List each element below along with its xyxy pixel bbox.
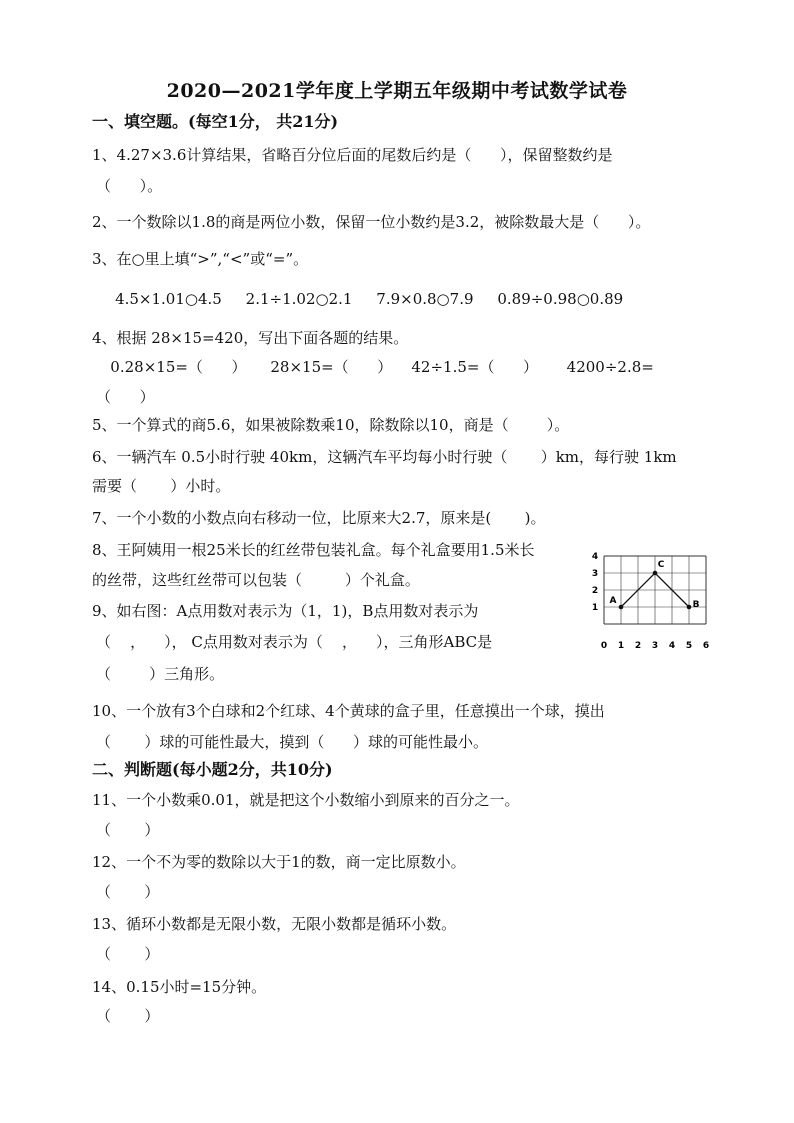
question-8-line-1: 8、王阿姨用一根25米长的红丝带包装礼盒。每个礼盒要用1.5米长 bbox=[92, 541, 535, 559]
question-13-blank: （ ） bbox=[96, 945, 160, 963]
question-14-blank: （ ） bbox=[96, 1007, 160, 1025]
point-marks bbox=[610, 560, 700, 610]
y-tick-label: 3 bbox=[591, 569, 599, 579]
point-c-dot bbox=[653, 571, 658, 576]
question-8-line-2: 的丝带，这些红丝带可以包装（ ）个礼盒。 bbox=[92, 571, 420, 589]
question-1-line-2: （ ）。 bbox=[96, 177, 163, 195]
x-tick-label: 1 bbox=[617, 641, 625, 651]
x-tick-label: 6 bbox=[702, 641, 710, 651]
question-6-line-1: 6、一辆汽车 0.5小时行驶 40km，这辆汽车平均每小时行驶（ ）km，每行驶 1km bbox=[92, 448, 677, 466]
question-12: 12、一个不为零的数除以大于1的数，商一定比原数小。 bbox=[92, 853, 466, 871]
grid-lines bbox=[604, 556, 706, 624]
section-judgement-heading: 二、判断题(每小题2分，共10分) bbox=[92, 760, 333, 779]
question-1-line-1: 1、4.27×3.6计算结果，省略百分位后面的尾数后约是（ ），保留整数约是 bbox=[92, 146, 613, 164]
section-fill-in-heading: 一、填空题。(每空1分， 共21分) bbox=[92, 112, 339, 131]
question-2: 2、一个数除以1.8的商是两位小数，保留一位小数约是3.2，被除数最大是（ ）。 bbox=[92, 213, 651, 231]
question-9-line-2: （ ， ）， C点用数对表示为（ ， ），三角形ABC是 bbox=[96, 633, 493, 651]
exam-title: 2020—2021学年度上学期五年级期中考试数学试卷 bbox=[166, 80, 628, 102]
question-4-items: 0.28×15=（ ） 28×15=（ ） 42÷1.5=（ ） 4200÷2.8= bbox=[96, 358, 654, 376]
y-tick-label: 1 bbox=[591, 603, 599, 613]
point-a-dot bbox=[619, 605, 624, 610]
question-10-line-1: 10、一个放有3个白球和2个红球、4个黄球的盒子里，任意摸出一个球，摸出 bbox=[92, 702, 605, 720]
x-tick-label: 0 bbox=[600, 641, 608, 651]
question-4-last-blank: （ ） bbox=[96, 388, 155, 406]
question-9-line-3: （ ）三角形。 bbox=[96, 665, 225, 683]
x-tick-label: 2 bbox=[634, 641, 642, 651]
question-14: 14、0.15小时=15分钟。 bbox=[92, 978, 267, 996]
question-3-items: 4.5×1.01○4.5 2.1÷1.02○2.1 7.9×0.8○7.9 0.89÷0.98○0.89 bbox=[96, 290, 624, 308]
coordinate-grid-figure bbox=[590, 552, 720, 654]
x-tick-label: 5 bbox=[685, 641, 693, 651]
x-tick-label: 3 bbox=[651, 641, 659, 651]
question-12-blank: （ ） bbox=[96, 883, 160, 901]
question-10-line-2: （ ）球的可能性最大，摸到（ ）球的可能性最小。 bbox=[96, 733, 488, 751]
point-b-label: B bbox=[692, 600, 700, 610]
question-11-blank: （ ） bbox=[96, 821, 160, 839]
point-b-dot bbox=[687, 605, 692, 610]
y-tick-label: 4 bbox=[591, 552, 599, 562]
question-5: 5、一个算式的商5.6，如果被除数乘10，除数除以10，商是（ ）。 bbox=[92, 416, 570, 434]
question-4: 4、根据 28×15=420，写出下面各题的结果。 bbox=[92, 329, 409, 347]
question-11: 11、一个小数乘0.01，就是把这个小数缩小到原来的百分之一。 bbox=[92, 791, 520, 809]
y-tick-label: 2 bbox=[591, 586, 599, 596]
x-tick-label: 4 bbox=[668, 641, 676, 651]
point-a-label: A bbox=[609, 596, 617, 606]
question-7: 7、一个小数的小数点向右移动一位，比原来大2.7，原来是( )。 bbox=[92, 509, 546, 527]
question-3: 3、在○里上填“>”,“<”或“=”。 bbox=[92, 250, 309, 268]
question-6-line-2: 需要（ ）小时。 bbox=[92, 477, 231, 495]
question-13: 13、循环小数都是无限小数，无限小数都是循环小数。 bbox=[92, 915, 457, 933]
question-9-line-1: 9、如右图：A点用数对表示为（1，1)，B点用数对表示为 bbox=[92, 602, 479, 620]
point-c-label: C bbox=[657, 560, 665, 570]
